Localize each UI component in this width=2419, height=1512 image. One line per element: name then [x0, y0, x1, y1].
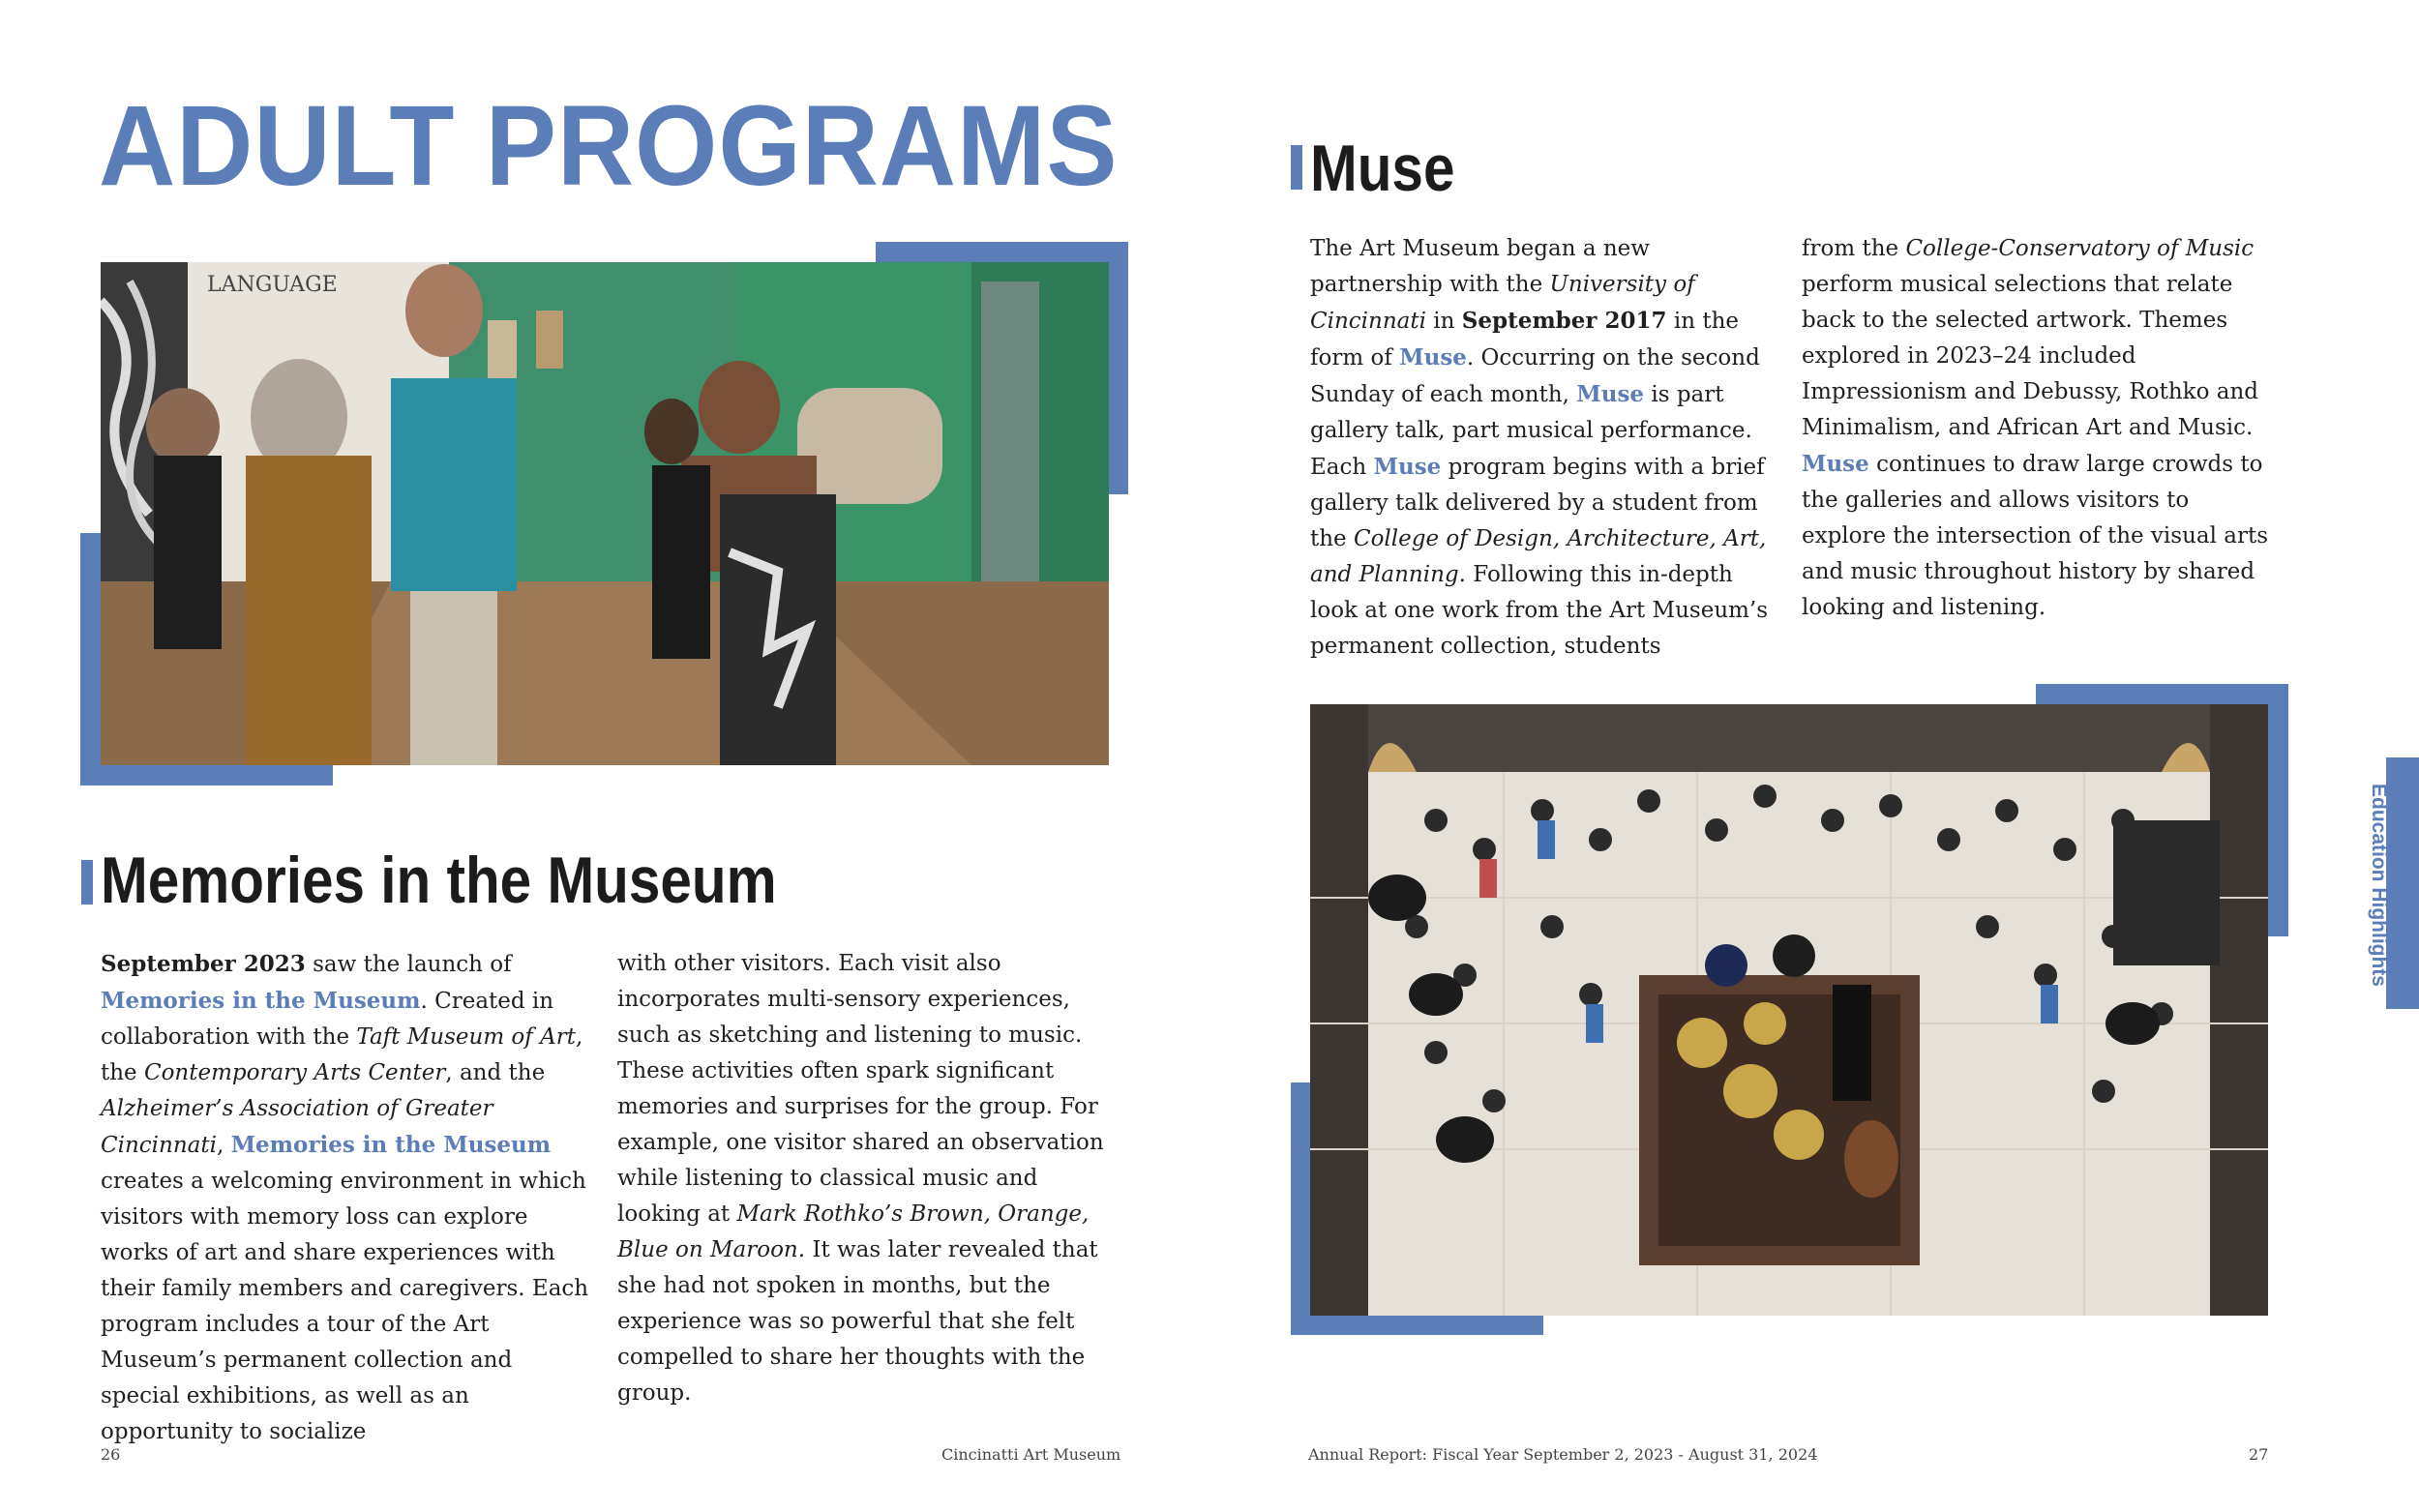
body-text: with other visitors. Each visit also incorporates multi-sensory experiences, such as sketching and listening to music. These activities often spark significant memories and surprises for the group. For example, one visitor shared an observation while listening to classical music and looking at — [617, 951, 1104, 1227]
footer-report-title: Annual Report: Fiscal Year September 2, 2023 - August 31, 2024 — [1308, 1445, 1818, 1464]
muse-program-name: Muse — [1373, 454, 1442, 480]
muse-program-name: Muse — [1399, 344, 1467, 371]
body-text: . Following this in-depth look at one work from the Art Museum’s permanent collection, students — [1310, 562, 1769, 659]
body-text: saw the launch of — [305, 952, 512, 977]
memories-program-name: Memories in the Museum — [101, 988, 421, 1014]
page-title: ADULT PROGRAMS — [99, 82, 1119, 210]
section-tab-accent — [2386, 757, 2419, 1009]
memories-program-name: Memories in the Museum — [230, 1132, 552, 1158]
concert-crowd-photo — [1310, 704, 2268, 1316]
partner-taft: Taft Museum of Art — [356, 1024, 576, 1050]
university-name: University of Cincinnati — [1310, 272, 1695, 334]
memories-heading-bar — [81, 860, 93, 904]
muse-heading: Muse — [1310, 132, 1455, 205]
rothko-artwork-title: Mark Rothko’s Brown, Orange, Blue on Maroon. — [617, 1201, 1090, 1262]
footer-museum-name: Cincinatti Art Museum — [941, 1445, 1121, 1464]
memories-column-2 — [617, 946, 1116, 1411]
body-text: in — [1425, 309, 1462, 334]
muse-heading-bar — [1291, 145, 1302, 190]
body-text: creates a welcoming environment in which visitors with memory loss can explore works of art and share experiences with their family members and caregivers. Each program includes a tour of the Art Museum’s permanent collection and special exhibitions, as well as an opportunity to socialize — [101, 1169, 589, 1444]
page-number-left: 26 — [101, 1445, 121, 1464]
body-text: , — [216, 1133, 231, 1158]
section-tab-label: Education Highlights — [2368, 784, 2390, 987]
body-text: from the — [1802, 236, 1906, 261]
gallery-visitors-photo — [101, 262, 1109, 765]
body-text: , and the — [445, 1060, 546, 1085]
body-text: is part gallery talk, part musical performance. Each — [1310, 382, 1752, 480]
body-text: perform musical selections that relate back to the selected artwork. Themes explored in 2023–24 included Impressionism and Debussy, Rothko and Minimalism, and African Art and Music. — [1802, 272, 2259, 440]
language-sign-text: LANGUAGE — [207, 273, 338, 297]
body-text: The Art Museum began a new partnership with the — [1310, 236, 1650, 297]
body-text: . Occurring on the second Sunday of each month, — [1310, 345, 1760, 407]
body-text: program begins with a brief gallery talk delivered by a student from the — [1310, 455, 1765, 551]
partner-cac: Contemporary Arts Center — [143, 1060, 446, 1085]
muse-column-2 — [1802, 231, 2276, 626]
partner-alzheimers: Alzheimer’s Association of Greater Cincinnati — [101, 1096, 493, 1158]
muse-column-1 — [1310, 231, 1779, 665]
body-text: continues to draw large crowds to the galleries and allows visitors to explore the intersection of the visual arts and music throughout history by shared looking and listening. — [1802, 452, 2269, 620]
muse-program-name: Muse — [1802, 451, 1869, 477]
memories-heading: Memories in the Museum — [101, 844, 777, 917]
memories-date: September 2023 — [101, 951, 306, 977]
body-text: , the — [101, 1024, 583, 1085]
muse-program-name: Muse — [1576, 381, 1645, 407]
muse-date: September 2017 — [1461, 308, 1667, 334]
body-text: in the form of — [1310, 309, 1739, 371]
college-daap: College of Design, Architecture, Art, and Planning — [1310, 526, 1767, 587]
body-text: It was later revealed that she had not spoken in months, but the experience was so powerful that she felt compelled to share her thoughts with the group. — [617, 1237, 1098, 1406]
memories-column-1 — [101, 946, 594, 1450]
page-number-right: 27 — [2249, 1445, 2269, 1464]
college-ccm: College-Conservatory of Music — [1905, 236, 2255, 261]
body-text: . Created in collaboration with the — [101, 989, 554, 1050]
